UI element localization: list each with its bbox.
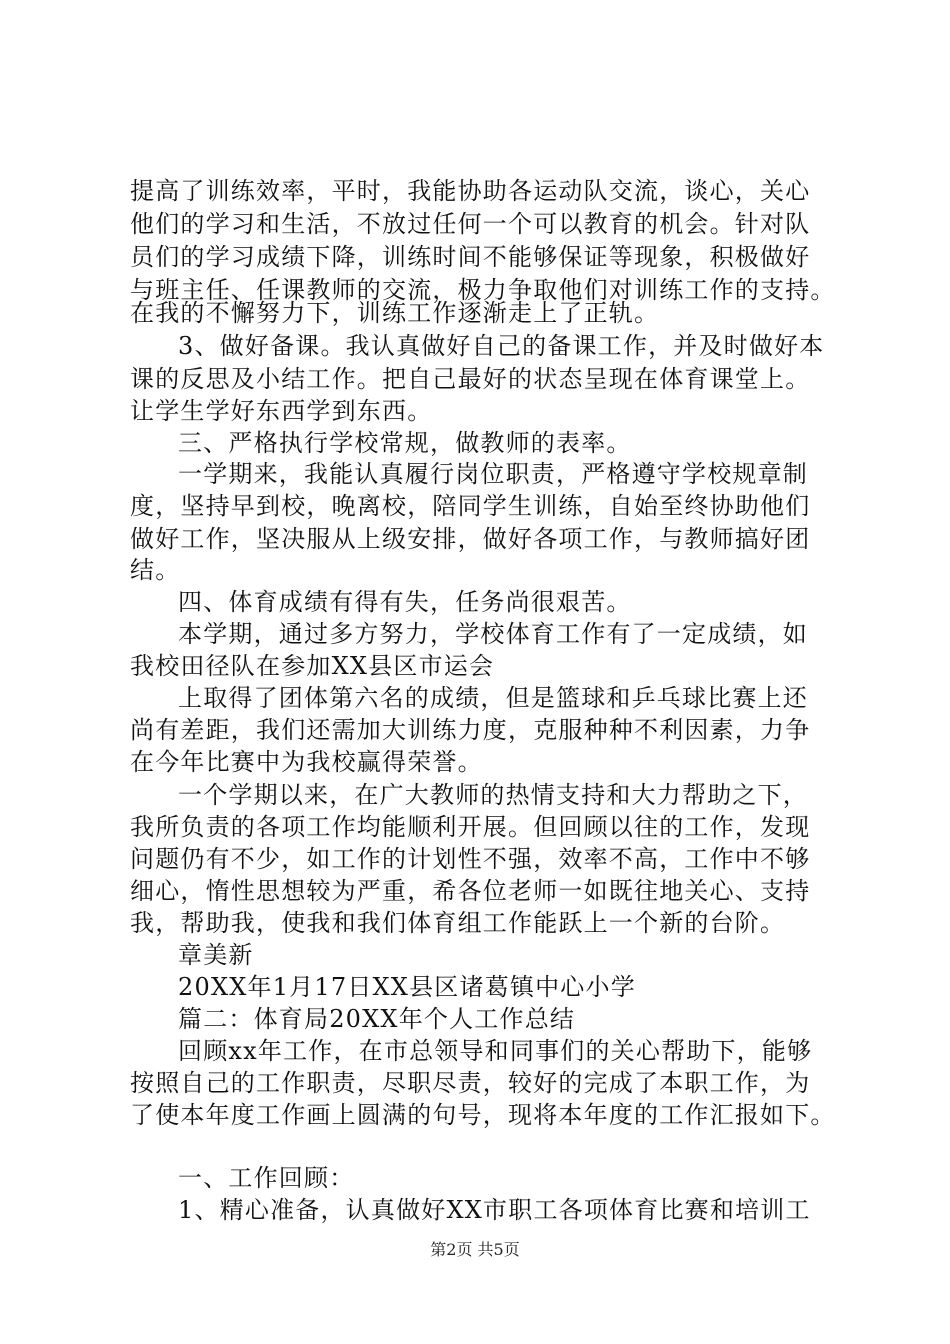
text-line: 回顾xx年工作，在市总领导和同事们的关心帮助下，能够 <box>178 1037 813 1065</box>
text-line: 他们的学习和生活，不放过任何一个可以教育的机会。针对队 <box>130 210 811 238</box>
text-line: 结。 <box>130 556 181 584</box>
text-line: 在今年比赛中为我校赢得荣誉。 <box>130 748 483 776</box>
text-line: 了使本年度工作画上圆满的句号，现将本年度的工作汇报如下。 <box>130 1101 836 1129</box>
text-line: 在我的不懈努力下，训练工作逐渐走上了正轨。 <box>130 299 660 327</box>
text-line: 让学生学好东西学到东西。 <box>130 397 433 425</box>
text-line: 员们的学习成绩下降，训练时间不能够保证等现象，积极做好 <box>130 243 811 271</box>
text-line: 按照自己的工作职责，尽职尽责，较好的完成了本职工作，为 <box>130 1069 811 1097</box>
date-line: 20XX年1月17日XX县区诸葛镇中心小学 <box>178 973 636 1001</box>
signature-name: 章美新 <box>178 941 254 969</box>
text-line: 做好工作，坚决服从上级安排，做好各项工作，与教师搞好团 <box>130 525 811 553</box>
text-line: 与班主任、任课教师的交流，极力争取他们对训练工作的支持。 <box>130 276 836 304</box>
section-heading: 三、严格执行学校常规，做教师的表率。 <box>178 429 632 457</box>
text-line: 问题仍有不少，如工作的计划性不强，效率不高，工作中不够 <box>130 845 811 873</box>
article-title: 篇二：体育局20XX年个人工作总结 <box>178 1005 576 1033</box>
text-line: 尚有差距，我们还需加大训练力度，克服种种不利因素，力争 <box>130 716 811 744</box>
text-line: 本学期，通过多方努力，学校体育工作有了一定成绩，如 <box>178 620 808 648</box>
text-line: 1、精心准备，认真做好XX市职工各项体育比赛和培训工 <box>178 1196 811 1224</box>
text-line: 一个学期以来，在广大教师的热情支持和大力帮助之下， <box>178 781 808 809</box>
text-line: 细心，惰性思想较为严重，希各位老师一如既往地关心、支持 <box>130 877 811 905</box>
text-line: 我校田径队在参加XX县区市运会 <box>130 652 495 680</box>
text-line: 我，帮助我，使我和我们体育组工作能跃上一个新的台阶。 <box>130 909 786 937</box>
section-heading: 四、体育成绩有得有失，任务尚很艰苦。 <box>178 588 632 616</box>
text-line: 上取得了团体第六名的成绩，但是篮球和乒乓球比赛上还 <box>178 684 808 712</box>
page-number: 第2页 共5页 <box>430 1240 520 1259</box>
text-line: 一学期来，我能认真履行岗位职责，严格遵守学校规章制 <box>178 460 808 488</box>
text-line: 3、做好备课。我认真做好自己的备课工作，并及时做好本 <box>178 332 825 360</box>
text-line: 提高了训练效率，平时，我能协助各运动队交流，谈心，关心 <box>130 177 811 205</box>
section-heading: 一、工作回顾： <box>178 1164 355 1192</box>
text-line: 我所负责的各项工作均能顺利开展。但回顾以往的工作，发现 <box>130 813 811 841</box>
text-line: 度，坚持早到校，晚离校，陪同学生训练，自始至终协助他们 <box>130 492 811 520</box>
text-line: 课的反思及小结工作。把自己最好的状态呈现在体育课堂上。 <box>130 365 811 393</box>
